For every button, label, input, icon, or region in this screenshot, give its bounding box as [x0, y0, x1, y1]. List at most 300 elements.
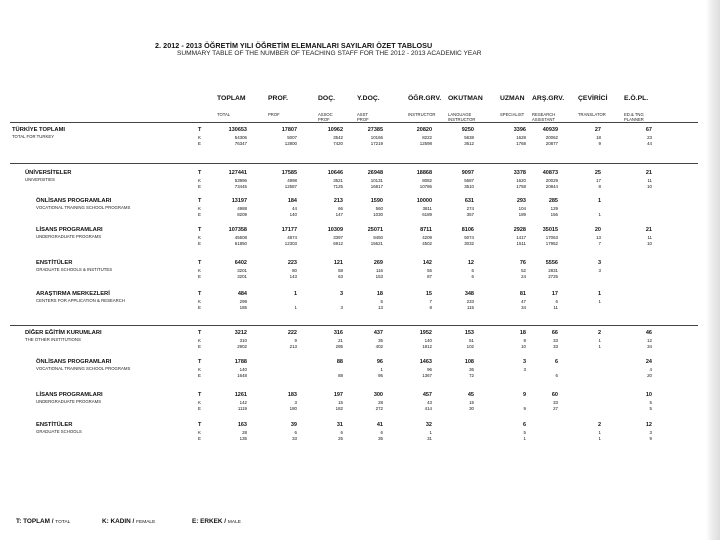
- table-cell: 1: [597, 291, 601, 297]
- table-cell: 54306: [234, 134, 247, 140]
- header-divider: [10, 122, 698, 123]
- table-cell: 43: [427, 399, 432, 405]
- section-title: ÜNİVERSİTELER: [25, 170, 72, 176]
- table-cell: 6: [522, 422, 526, 428]
- table-cell: 8209: [237, 211, 247, 217]
- column-header-english-line1: ASST: [357, 112, 368, 117]
- table-cell: 13197: [231, 198, 247, 204]
- table-cell: 10786: [419, 183, 432, 189]
- row-code: K: [198, 366, 201, 372]
- table-cell: 8711: [420, 227, 432, 233]
- table-cell: 2831: [548, 267, 558, 273]
- table-cell: 17952: [545, 240, 558, 246]
- table-cell: 9: [598, 140, 601, 146]
- table-cell: 140: [424, 337, 432, 343]
- table-cell: 6: [380, 429, 383, 435]
- row-code: T: [198, 260, 202, 266]
- column-header-english-line1: RESEARCH: [532, 112, 556, 117]
- table-cell: 25071: [367, 227, 383, 233]
- table-cell: 1: [597, 198, 601, 204]
- table-cell: 20: [647, 372, 652, 378]
- table-cell: 51: [469, 337, 474, 343]
- table-cell: 25: [594, 170, 601, 176]
- table-cell: 31: [336, 422, 343, 428]
- table-cell: 4874: [287, 234, 297, 240]
- table-cell: 12587: [284, 183, 297, 189]
- table-cell: 3201: [237, 273, 247, 279]
- table-cell: 33: [553, 337, 558, 343]
- row-code: T: [198, 359, 202, 365]
- table-cell: 3612: [464, 140, 474, 146]
- row-code: K: [198, 177, 201, 183]
- table-cell: 8082: [422, 177, 432, 183]
- table-cell: 5: [649, 405, 652, 411]
- table-cell: 9450: [373, 234, 383, 240]
- table-cell: 17177: [281, 227, 297, 233]
- table-cell: 316: [333, 330, 343, 336]
- table-cell: 147: [335, 211, 343, 217]
- row-code: T: [198, 422, 202, 428]
- table-cell: 32: [425, 422, 432, 428]
- table-cell: 1: [598, 211, 601, 217]
- table-cell: 20844: [545, 183, 558, 189]
- table-cell: 26948: [367, 170, 383, 176]
- table-cell: 299: [239, 298, 247, 304]
- column-header-english-line2: ASSISTANT: [532, 117, 555, 122]
- table-cell: 222: [287, 330, 297, 336]
- row-code: T: [198, 392, 202, 398]
- table-cell: 1119: [237, 405, 247, 411]
- table-cell: 88: [338, 372, 343, 378]
- table-cell: 7: [598, 240, 601, 246]
- table-cell: 11: [647, 234, 652, 240]
- column-header: [318, 95, 335, 122]
- table-cell: 10: [645, 392, 652, 398]
- table-cell: 2: [597, 422, 601, 428]
- column-header: [578, 95, 607, 117]
- table-cell: 5007: [287, 134, 297, 140]
- column-header-english: [408, 112, 441, 117]
- table-cell: 10309: [327, 227, 343, 233]
- table-cell: 1: [598, 337, 601, 343]
- table-cell: 1: [523, 435, 526, 441]
- table-cell: 2928: [513, 227, 526, 233]
- table-cell: 15: [338, 399, 343, 405]
- table-cell: 8: [523, 337, 526, 343]
- table-cell: 6189: [422, 211, 432, 217]
- table-cell: 1812: [422, 343, 432, 349]
- table-cell: 6912: [333, 240, 343, 246]
- table-cell: 21: [645, 227, 652, 233]
- column-header-english: [268, 112, 288, 117]
- table-cell: 9: [523, 405, 526, 411]
- section-subtitle: VOCATIONAL TRAINING SCHOOL PROGRAMS: [36, 205, 131, 210]
- table-cell: 3396: [513, 127, 526, 133]
- section-subtitle: GRADUATE SCHOOLS: [36, 429, 82, 434]
- column-header-label: Y.DOÇ.: [357, 95, 380, 102]
- table-cell: 107358: [228, 227, 247, 233]
- table-cell: 3032: [464, 240, 474, 246]
- table-cell: 1: [294, 304, 297, 310]
- table-cell: 1: [598, 435, 601, 441]
- table-cell: 12800: [284, 140, 297, 146]
- table-cell: 21: [338, 337, 343, 343]
- table-cell: 6: [340, 429, 343, 435]
- column-header: [357, 95, 380, 122]
- table-cell: 10: [647, 183, 652, 189]
- table-cell: 73445: [234, 183, 247, 189]
- row-code: E: [198, 140, 201, 146]
- table-cell: 72: [469, 372, 474, 378]
- table-cell: 3212: [234, 330, 247, 336]
- row-code: E: [198, 343, 201, 349]
- row-code: E: [198, 273, 201, 279]
- table-cell: 457: [422, 392, 432, 398]
- table-cell: 127441: [228, 170, 247, 176]
- row-code: K: [198, 429, 201, 435]
- section-title: LİSANS PROGRAMLARI: [36, 227, 103, 233]
- row-code: K: [198, 234, 201, 240]
- table-cell: 130653: [228, 127, 247, 133]
- table-cell: 15: [469, 399, 474, 405]
- table-cell: 76: [519, 260, 526, 266]
- table-cell: 13: [378, 304, 383, 310]
- table-cell: 121: [333, 260, 343, 266]
- row-code: K: [198, 205, 201, 211]
- table-cell: 20029: [545, 177, 558, 183]
- table-cell: 17: [596, 177, 601, 183]
- table-cell: 11: [647, 177, 652, 183]
- table-cell: 9: [649, 435, 652, 441]
- table-cell: 10166: [370, 134, 383, 140]
- table-cell: 8222: [422, 134, 432, 140]
- table-cell: 116: [376, 267, 383, 273]
- row-code: E: [198, 183, 201, 189]
- table-cell: 66: [338, 205, 343, 211]
- table-cell: 3510: [464, 183, 474, 189]
- section-title: TÜRKİYE TOPLAMI: [12, 127, 66, 133]
- table-cell: 17: [551, 291, 558, 297]
- row-code: T: [198, 170, 202, 176]
- table-cell: 3: [339, 291, 343, 297]
- table-cell: 24: [645, 359, 652, 365]
- table-cell: 66: [551, 330, 558, 336]
- section-subtitle: VOCATIONAL TRAINING SCHOOL PROGRAMS: [36, 366, 131, 371]
- table-cell: 12: [645, 422, 652, 428]
- table-cell: 223: [287, 260, 297, 266]
- table-cell: 27385: [367, 127, 383, 133]
- table-cell: 414: [424, 405, 432, 411]
- table-cell: 36: [469, 366, 474, 372]
- table-cell: 58: [338, 267, 343, 273]
- table-cell: 4998: [287, 177, 297, 183]
- table-cell: 3: [523, 366, 526, 372]
- table-cell: 55: [427, 267, 432, 273]
- table-cell: 96: [427, 366, 432, 372]
- table-cell: 47: [521, 298, 526, 304]
- table-cell: 300: [373, 392, 383, 398]
- table-cell: 8106: [461, 227, 474, 233]
- table-cell: 20877: [545, 140, 558, 146]
- table-cell: 1620: [516, 177, 526, 183]
- table-cell: 5074: [464, 234, 474, 240]
- table-cell: 3: [649, 429, 652, 435]
- table-cell: 1952: [419, 330, 432, 336]
- table-cell: 10000: [416, 198, 432, 204]
- section-subtitle: UNIVERSITIES: [25, 177, 55, 182]
- table-cell: 7420: [333, 140, 343, 146]
- table-cell: 285: [548, 198, 558, 204]
- column-header-label: ARŞ.GRV.: [532, 95, 565, 102]
- table-cell: 189: [518, 211, 526, 217]
- column-header-label: DOÇ.: [318, 95, 335, 102]
- page-edge-shadow: [706, 0, 720, 540]
- table-cell: 1788: [234, 359, 247, 365]
- table-cell: 3542: [333, 134, 343, 140]
- table-cell: 9250: [461, 127, 474, 133]
- table-cell: 12303: [284, 240, 297, 246]
- table-cell: 9097: [461, 170, 474, 176]
- table-cell: 484: [237, 291, 247, 297]
- table-cell: 35015: [542, 227, 558, 233]
- table-cell: 95: [378, 372, 383, 378]
- table-cell: 12598: [419, 140, 432, 146]
- table-cell: 3: [522, 359, 526, 365]
- table-cell: 17063: [545, 234, 558, 240]
- table-cell: 27: [553, 405, 558, 411]
- column-header-label: ÇEVİRİCİ: [578, 95, 608, 102]
- table-cell: 18: [376, 291, 383, 297]
- table-cell: 4: [649, 366, 652, 372]
- table-cell: 20: [594, 227, 601, 233]
- table-cell: 61850: [234, 240, 247, 246]
- table-cell: 9: [522, 392, 526, 398]
- table-cell: 272: [375, 405, 383, 411]
- table-cell: 8: [429, 304, 432, 310]
- row-code: T: [198, 127, 202, 133]
- column-header: [624, 95, 648, 122]
- table-cell: 3: [294, 399, 297, 405]
- table-cell: 4988: [237, 205, 247, 211]
- table-cell: 348: [464, 291, 474, 297]
- table-cell: 6: [554, 359, 558, 365]
- table-cell: 185: [239, 304, 247, 310]
- table-cell: 108: [464, 359, 474, 365]
- table-cell: 1: [429, 429, 432, 435]
- column-header-english-line1: TRANSLATOR: [578, 112, 606, 117]
- column-header-label: ÖĞR.GRV.: [408, 95, 442, 102]
- table-cell: 3: [597, 260, 601, 266]
- table-cell: 10: [647, 240, 652, 246]
- table-cell: 5587: [464, 177, 474, 183]
- table-cell: 163: [237, 422, 247, 428]
- table-cell: 20820: [416, 127, 432, 133]
- column-header-english-line2: PROF: [357, 117, 369, 122]
- column-header-label: UZMAN: [500, 95, 525, 102]
- column-header-english: [532, 112, 564, 122]
- table-cell: 5556: [545, 260, 558, 266]
- table-cell: 10962: [327, 127, 343, 133]
- table-cell: 40939: [542, 127, 558, 133]
- table-cell: 3378: [513, 170, 526, 176]
- table-cell: 6: [555, 372, 558, 378]
- table-cell: 3201: [237, 267, 247, 273]
- column-header-label: TOPLAM: [217, 95, 246, 102]
- table-cell: 67: [645, 127, 652, 133]
- column-header-english-line2: PROF: [318, 117, 330, 122]
- table-cell: 213: [289, 343, 297, 349]
- table-cell: 5: [523, 429, 526, 435]
- table-cell: 8: [598, 183, 601, 189]
- table-cell: 45: [467, 392, 474, 398]
- table-cell: 4502: [422, 240, 432, 246]
- column-header-english-line2: PLANNER: [624, 117, 644, 122]
- section-divider: [10, 163, 698, 164]
- column-header-english: [500, 112, 525, 117]
- table-cell: 3521: [333, 177, 343, 183]
- column-header-english-line1: PROF: [268, 112, 280, 117]
- table-cell: 143: [289, 273, 297, 279]
- table-cell: 1768: [516, 140, 526, 146]
- column-header-english-line2: INSTRUCTOR: [448, 117, 476, 122]
- table-cell: 15621: [370, 240, 383, 246]
- table-cell: 44: [647, 140, 652, 146]
- table-cell: 88: [336, 359, 343, 365]
- table-cell: 5638: [464, 134, 474, 140]
- section-subtitle: UNDERGRADUATE PROGRAMS: [36, 234, 102, 239]
- table-cell: 274: [466, 205, 474, 211]
- table-cell: 233: [466, 298, 474, 304]
- table-cell: 34: [647, 343, 652, 349]
- table-cell: 27: [594, 127, 601, 133]
- table-cell: 183: [287, 392, 297, 398]
- table-cell: 104: [518, 205, 526, 211]
- table-cell: 45508: [234, 234, 247, 240]
- row-code: K: [198, 337, 201, 343]
- table-cell: 25: [338, 435, 343, 441]
- column-header-english-line1: INSTRUCTOR: [408, 112, 436, 117]
- table-cell: 7: [429, 298, 432, 304]
- table-cell: 23: [647, 134, 652, 140]
- section-subtitle: GRADUATE SCHOOLS & INSTITUTES: [36, 267, 113, 272]
- table-cell: 33: [553, 343, 558, 349]
- column-header: [217, 95, 246, 117]
- table-cell: 10131: [370, 177, 383, 183]
- table-cell: 81: [519, 291, 526, 297]
- row-code: T: [198, 198, 202, 204]
- table-cell: 35: [378, 435, 383, 441]
- table-cell: 6: [471, 267, 474, 273]
- section-title: ARAŞTIRMA MERKEZLERİ: [36, 291, 110, 297]
- table-cell: 41: [376, 422, 383, 428]
- table-cell: 12: [467, 260, 474, 266]
- section-title: ENSTİTÜLER: [36, 260, 73, 266]
- table-cell: 39: [290, 422, 297, 428]
- row-code: T: [198, 330, 202, 336]
- column-header-english-line1: TOTAL: [217, 112, 231, 117]
- row-code: E: [198, 240, 201, 246]
- table-cell: 1463: [419, 359, 432, 365]
- table-cell: 197: [333, 392, 343, 398]
- table-cell: 6: [294, 429, 297, 435]
- column-header-english-line1: ASSOC: [318, 112, 333, 117]
- table-cell: 153: [375, 273, 383, 279]
- table-cell: 3: [598, 267, 601, 273]
- table-cell: 1: [598, 298, 601, 304]
- column-header-english: [448, 112, 483, 122]
- table-cell: 1628: [516, 134, 526, 140]
- table-cell: 1: [598, 429, 601, 435]
- section-title: DİĞER EĞİTİM KURUMLARI: [25, 330, 102, 336]
- table-cell: 9: [294, 337, 297, 343]
- table-cell: 2725: [548, 273, 558, 279]
- section-subtitle: TOTAL FOR TURKEY: [12, 134, 55, 139]
- column-header-label: OKUTMAN: [448, 95, 483, 102]
- table-cell: 293: [516, 198, 526, 204]
- table-cell: 560: [375, 205, 383, 211]
- table-cell: 153: [464, 330, 474, 336]
- column-header-english: [624, 112, 648, 122]
- table-cell: 52: [521, 267, 526, 273]
- section-title: ÖNLİSANS PROGRAMLARI: [36, 359, 112, 365]
- document-subtitle: SUMMARY TABLE OF THE NUMBER OF TEACHING STAFF FOR THE 2012 - 2013 ACADEMIC YEAR: [177, 50, 482, 57]
- table-cell: 4209: [422, 234, 432, 240]
- row-code: T: [198, 291, 202, 297]
- section-subtitle: THE OTHER INSTITUTIONS: [25, 337, 81, 342]
- table-cell: 631: [464, 198, 474, 204]
- table-cell: 129: [550, 205, 558, 211]
- table-cell: 18868: [416, 170, 432, 176]
- table-cell: 1030: [373, 211, 383, 217]
- table-cell: 24: [521, 273, 526, 279]
- table-cell: 21: [645, 170, 652, 176]
- table-cell: 40873: [542, 170, 558, 176]
- table-cell: 87: [427, 273, 432, 279]
- table-cell: 10646: [327, 170, 343, 176]
- table-cell: 1417: [516, 234, 526, 240]
- document-title: 2. 2012 - 2013 ÖĞRETİM YILI ÖĞRETİM ELEMANLARI SAYILARI ÖZET TABLOSU: [155, 41, 433, 50]
- table-cell: 213: [333, 198, 343, 204]
- row-code: K: [198, 267, 201, 273]
- table-cell: 34: [521, 304, 526, 310]
- table-cell: 18: [519, 330, 526, 336]
- table-cell: 2: [597, 330, 601, 336]
- row-code: E: [198, 211, 201, 217]
- table-cell: 1648: [237, 372, 247, 378]
- table-cell: 182: [335, 405, 343, 411]
- legend-total: T: TOPLAM / TOTAL: [16, 518, 71, 525]
- section-divider: [10, 325, 698, 326]
- table-cell: 17219: [370, 140, 383, 146]
- table-cell: 1: [598, 343, 601, 349]
- table-cell: 20062: [545, 134, 558, 140]
- table-cell: 140: [289, 211, 297, 217]
- row-code: E: [198, 372, 201, 378]
- table-cell: 63: [338, 273, 343, 279]
- table-cell: 28: [242, 429, 247, 435]
- table-cell: 10: [521, 343, 526, 349]
- table-cell: 1261: [234, 392, 247, 398]
- column-header-english-line1: LANGUAGE: [448, 112, 472, 117]
- table-cell: 46: [645, 330, 652, 336]
- table-cell: 60: [551, 392, 558, 398]
- table-cell: 184: [287, 198, 297, 204]
- table-cell: 180: [289, 405, 297, 411]
- table-cell: 17807: [281, 127, 297, 133]
- table-cell: 269: [373, 260, 383, 266]
- column-header-english-line1: SPECIALIST: [500, 112, 525, 117]
- table-cell: 15: [425, 291, 432, 297]
